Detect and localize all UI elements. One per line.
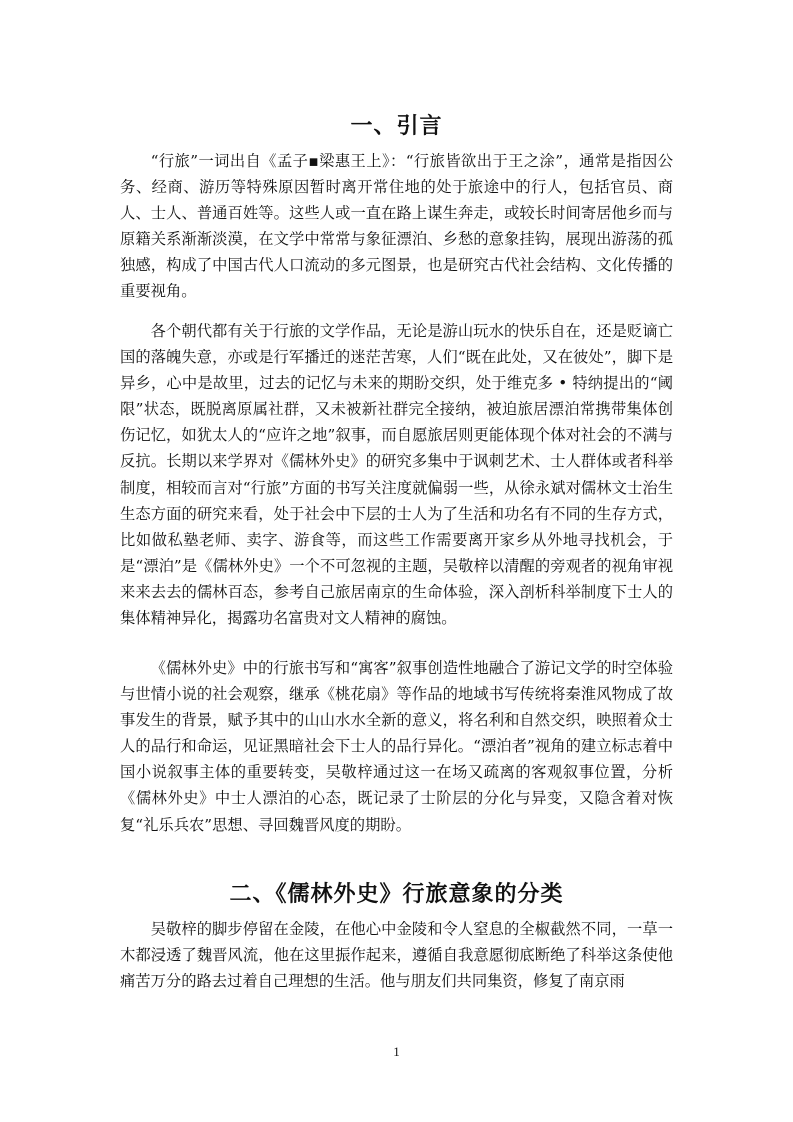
paragraph: 吴敬梓的脚步停留在金陵，在他心中金陵和令人窒息的全椒截然不同，一草一木都浸透了魏晋风流，他在这里振作起来，遵循自我意愿彻底断绝了科举这条使他痛苦万分的路去过着自己理想的生活。他与朋友们共同集资，修复了南京雨 [120,920,673,991]
paragraph: “行旅”一词出自《孟子▪梁惠王上》：“行旅皆欲出于王之涂”，通常是指因公务、经商、游历等特殊原因暂时离开常住地的处于旅途中的行人，包括官员、商人、士人、普通百姓等。这些人或一直在路上谋生奔走，或较长时间寄居他乡而与原籍关系渐渐淡漠，在文学中常常与象征漂泊、乡愁的意象挂钩，展现出游荡的孤独感，构成了中国古代人口流动的多元图景，也是研究古代社会结构、文化传播的重要视角。 [120,152,673,301]
section-2-heading: 二、《儒林外史》行旅意象的分类 [229,882,564,907]
paragraph: 各个朝代都有关于行旅的文学作品，无论是游山玩水的快乐自在，还是贬谪亡国的落魄失意，亦或是行军播迁的迷茫苦寒，人们“既在此处，又在彼处”，脚下是异乡，心中是故里，过去的记忆与未来的期盼交织，处于维克多 • 特纳提出的“阈限”状态，既脱离原属社群，又未被新社群完全接纳，被迫旅居漂泊常携带集体创伤记忆，如犹太人的“应许之地”叙事，而自愿旅居则更能体现个体对社会的不满与反抗。长期以来学界对《儒林外史》的研究多集中于讽刺艺术、士人群体或者科举制度，相较而言对“行旅”方面的书写关注度就偏弱一些，从徐永斌对儒林文士治生生态方面的研究来看，处于社会中下层的士人为了生活和功名有不同的生存方式，比如做私塾老师、卖字、游食等，而这些工作需要离开家乡从外地寻找机会，于是“漂泊”是《儒林外史》一个不可忽视的主题，吴敬梓以清醒的旁观者的视角审视来来去去的儒林百态，参考自己旅居南京的生命体验，深入剖析科举制度下士人的集体精神异化，揭露功名富贵对文人精神的腐蚀。 [120,322,673,628]
paragraph: 《儒林外史》中的行旅书写和“寓客”叙事创造性地融合了游记文学的时空体验与世情小说的社会观察，继承《桃花扇》等作品的地域书写传统将秦淮风物成了故事发生的背景，赋予其中的山山水水全新的意义，将名利和自然交织，映照着众士人的品行和命运，见证黑暗社会下士人的品行异化。“漂泊者”视角的建立标志着中国小说叙事主体的重要转变，吴敬梓通过这一在场又疏离的客观叙事位置，分析《儒林外史》中士人漂泊的心态，既记录了士阶层的分化与异变，又隐含着对恢复“礼乐兵农”思想、寻回魏晋风度的期盼。 [120,659,673,834]
page-number: 1 [393,1044,400,1059]
section-1-heading: 一、引言 [350,114,443,139]
